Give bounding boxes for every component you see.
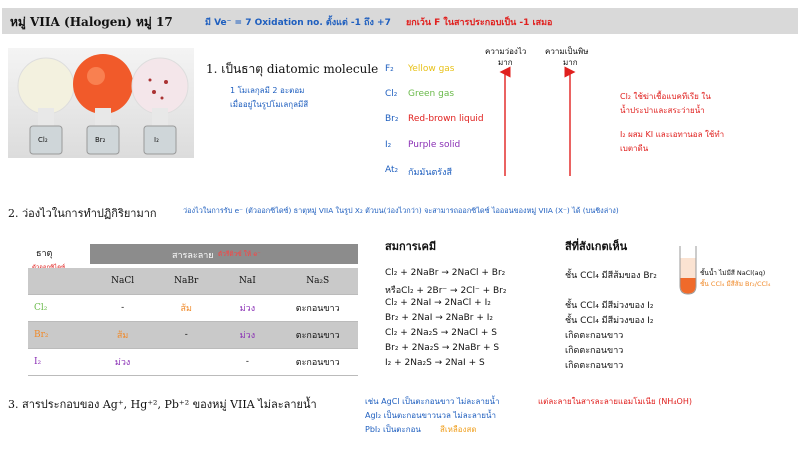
solution-note: ตัวรีดิวซ์ ให้ e⁻ xyxy=(218,250,261,258)
element-desc: Purple solid xyxy=(408,140,461,150)
section3-line2: AgI₂ เป็นตะกอนขาวนวล ไม่ละลายน้ำ xyxy=(365,411,496,420)
equations-title: สมการเคมี xyxy=(385,240,437,253)
halogen-flasks-photo xyxy=(8,48,194,158)
section3-line3b: สีเหลืองสด xyxy=(440,425,477,434)
element-symbol: At₂ xyxy=(385,165,399,175)
table-row xyxy=(28,295,358,322)
observations-title: สีที่สังเกตเห็น xyxy=(565,240,628,253)
row-element: Br₂ xyxy=(28,322,90,349)
trend-arrows xyxy=(490,66,590,178)
table-cell: ตะกอนขาว xyxy=(277,349,358,376)
col-element-label: ธาตุ xyxy=(36,249,53,259)
arrow2-label-line1: ความเป็นพิษ xyxy=(545,47,589,56)
col-header: Na₂S xyxy=(277,268,358,295)
row-element: I₂ xyxy=(28,349,90,376)
equation-line: Cl₂ + 2Na₂S → 2NaCl + S xyxy=(385,328,497,338)
section3-line1a: เช่น AgCl เป็นตะกอนขาว ไม่ละลายน้ำ xyxy=(365,397,500,406)
col-header: NaCl xyxy=(90,268,155,295)
table-cell: ม่วง xyxy=(217,295,277,322)
table-row xyxy=(28,349,358,376)
observation-line: ชั้น CCl₄ มีสีส้มของ Br₂ xyxy=(565,271,657,281)
solution-title: สารละลาย xyxy=(172,251,214,261)
table-row xyxy=(28,322,358,349)
section1-title: 1. เป็นธาตุ diatomic molecule xyxy=(206,62,379,76)
element-symbol: F₂ xyxy=(385,64,394,74)
arrow1-label-line1: ความว่องไว xyxy=(485,47,527,56)
equation-line: หรือCl₂ + 2Br⁻ → 2Cl⁻ + Br₂ xyxy=(385,286,507,296)
table-cell: ตะกอนขาว xyxy=(277,295,358,322)
section2-desc: ว่องไวในการรับ e⁻ (ตัวออกซิไดซ์) ธาตุหมู่ VIIA ในรูป X₂ ตัวบน(ว่องไวกว่า) จะสามารถออกซิไดซ์ ไอออนของหมู่ VIIA (X⁻) ได้ (บนชิงล่าง) xyxy=(183,206,619,215)
equation-line: Br₂ + 2NaI → 2NaBr + I₂ xyxy=(385,313,494,323)
section2-title: 2. ว่องไวในการทำปฏิกิริยามาก xyxy=(8,207,157,220)
observation-line: เกิดตะกอนขาว xyxy=(565,331,624,341)
tube-label-top: ชั้นน้ำ ไม่มีสี NaCl(aq) xyxy=(700,269,766,277)
note-chlorine-line1: Cl₂ ใช้ฆ่าเชื้อแบคทีเรีย ใน xyxy=(620,92,711,101)
section1-sub2: เมื่ออยู่ในรูปโมเลกุลมีสี xyxy=(230,100,309,109)
table-cell: - xyxy=(155,322,217,349)
col-header: NaI xyxy=(217,268,277,295)
equation-line: I₂ + 2Na₂S → 2NaI + S xyxy=(385,358,485,368)
flask-label-br: Br₂ xyxy=(95,136,106,144)
header-bar xyxy=(2,8,798,34)
equation-line: Cl₂ + 2NaBr → 2NaCl + Br₂ xyxy=(385,268,506,278)
element-desc: Red-brown liquid xyxy=(408,114,484,124)
equation-line: Br₂ + 2Na₂S → 2NaBr + S xyxy=(385,343,500,353)
note-iodine-line1: I₂ ผสม KI และเอทานอล ใช้ทำ xyxy=(620,130,725,139)
section3-line3a: PbI₂ เป็นตะกอน xyxy=(365,425,421,434)
note-iodine-line2: เบตาดีน xyxy=(620,144,649,153)
col-header: NaBr xyxy=(155,268,217,295)
row-element: Cl₂ xyxy=(28,295,90,322)
header-note: มี Ve⁻ = 7 Oxidation no. ตั้งแต่ -1 ถึง +7 xyxy=(205,18,391,28)
element-desc: กัมมันตรังสี xyxy=(408,168,453,178)
section1-sub1: 1 โมเลกุลมี 2 อะตอม xyxy=(230,86,305,95)
flask-label-cl: Cl₂ xyxy=(38,136,48,144)
table-cell: ตะกอนขาว xyxy=(277,322,358,349)
equation-line: Cl₂ + 2NaI → 2NaCl + I₂ xyxy=(385,298,491,308)
element-desc: Yellow gas xyxy=(408,64,455,74)
reaction-grid xyxy=(28,268,358,376)
header-rule: ยกเว้น F ในสารประกอบเป็น -1 เสมอ xyxy=(406,18,553,28)
observation-line: เกิดตะกอนขาว xyxy=(565,346,624,356)
flask-label-i: I₂ xyxy=(154,136,159,144)
element-symbol: I₂ xyxy=(385,140,392,150)
section3-title: 3. สารประกอบของ Ag⁺, Hg⁺², Pb⁺² ของหมู่ VIIA ไม่ละลายน้ำ xyxy=(8,398,317,411)
test-tube-icon xyxy=(678,244,698,296)
table-cell xyxy=(155,349,217,376)
element-symbol: Br₂ xyxy=(385,114,399,124)
observation-line: ชั้น CCl₄ มีสีม่วงของ I₂ xyxy=(565,301,654,311)
table-cell: ม่วง xyxy=(90,349,155,376)
table-cell: ม่วง xyxy=(217,322,277,349)
element-desc: Green gas xyxy=(408,89,455,99)
table-header-row xyxy=(28,268,358,295)
observation-line: เกิดตะกอนขาว xyxy=(565,361,624,371)
table-cell: ส้ม xyxy=(155,295,217,322)
solution-header xyxy=(90,244,358,264)
note-chlorine-line2: น้ำประปาและสระว่ายน้ำ xyxy=(620,106,705,115)
table-cell: - xyxy=(90,295,155,322)
section3-line1b: แต่ละลายในสารละลายแอมโมเนีย (NH₄OH) xyxy=(538,397,692,406)
element-symbol: Cl₂ xyxy=(385,89,398,99)
arrow1-label-line2: มาก xyxy=(498,58,513,67)
page-title: หมู่ VIIA (Halogen) หมู่ 17 xyxy=(10,15,173,29)
arrow2-label-line2: มาก xyxy=(563,58,578,67)
table-cell: ส้ม xyxy=(90,322,155,349)
observation-line: ชั้น CCl₄ มีสีม่วงของ I₂ xyxy=(565,316,654,326)
tube-label-bottom: ชั้น CCl₄ มีสีส้ม Br₂/CCl₄ xyxy=(700,280,771,288)
oxidizer-note: ตัวออกซิไดซ์ รับ e⁻ xyxy=(32,264,66,281)
table-cell: - xyxy=(217,349,277,376)
